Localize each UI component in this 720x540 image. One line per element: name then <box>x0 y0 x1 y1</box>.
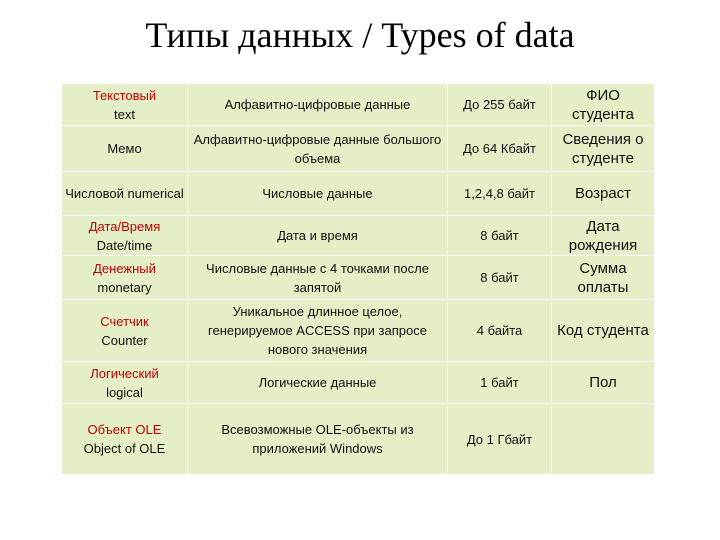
size-cell: До 1 Гбайт <box>448 404 552 475</box>
description-cell: Логические данные <box>188 362 448 404</box>
type-name-en: logical <box>106 384 143 400</box>
size-cell: 1,2,4,8 байт <box>448 172 552 216</box>
size-cell: До 255 байт <box>448 84 552 126</box>
size-cell: 4 байта <box>448 300 552 362</box>
size-cell: 8 байт <box>448 256 552 300</box>
size-cell: 8 байт <box>448 216 552 256</box>
type-cell <box>62 362 188 404</box>
description-cell: Всевозможные OLE-объекты из приложений Windows <box>188 404 448 475</box>
table-row <box>62 172 655 216</box>
example-cell: Пол <box>552 362 655 404</box>
type-name-ru: Денежный <box>93 260 156 276</box>
table-row <box>62 84 655 126</box>
example-cell <box>552 404 655 475</box>
type-cell <box>62 126 188 172</box>
type-cell <box>62 216 188 256</box>
table-row <box>62 126 655 172</box>
table-row <box>62 362 655 404</box>
table-row <box>62 216 655 256</box>
type-name-en: Date/time <box>96 237 153 253</box>
type-name-ru: Объект OLE <box>87 422 162 437</box>
type-name-ru: Счетчик <box>100 313 149 329</box>
size-cell: До 64 Кбайт <box>448 126 552 172</box>
description-cell: Уникальное длинное целое, генерируемое ACCESS при запросе нового значения <box>188 300 448 362</box>
example-cell: Возраст <box>552 172 655 216</box>
example-cell: ФИО студента <box>552 84 655 126</box>
type-cell <box>62 84 188 126</box>
slide-title: Типы данных / Types of data <box>145 15 575 55</box>
type-name-ru: Логический <box>90 365 159 381</box>
description-cell: Числовые данные <box>188 172 448 216</box>
data-types-table <box>61 83 655 475</box>
type-cell <box>62 300 188 362</box>
type-name-ru: Текстовый <box>92 87 157 103</box>
type-name-en: Counter <box>101 332 148 348</box>
type-name-en: monetary <box>97 279 152 295</box>
type-cell <box>62 404 188 475</box>
table-row <box>62 404 655 475</box>
type-name-ru: Дата/Время <box>88 218 161 234</box>
size-cell: 1 байт <box>448 362 552 404</box>
table-row <box>62 256 655 300</box>
description-cell: Числовые данные с 4 точками после запятой <box>188 256 448 300</box>
table-row <box>62 300 655 362</box>
example-cell: Сведения о студенте <box>552 126 655 172</box>
example-cell: Дата рождения <box>552 216 655 256</box>
example-cell: Сумма оплаты <box>552 256 655 300</box>
type-cell <box>62 256 188 300</box>
description-cell: Алфавитно-цифровые данные <box>188 84 448 126</box>
type-cell <box>62 172 188 216</box>
type-name-en: Мемо <box>107 141 142 156</box>
example-cell: Код студента <box>552 300 655 362</box>
description-cell: Дата и время <box>188 216 448 256</box>
description-cell: Алфавитно-цифровые данные большого объема <box>188 126 448 172</box>
type-name-en: Числовой numerical <box>65 186 184 201</box>
type-name-en: text <box>114 106 135 122</box>
type-name-en: Object of OLE <box>83 441 166 456</box>
